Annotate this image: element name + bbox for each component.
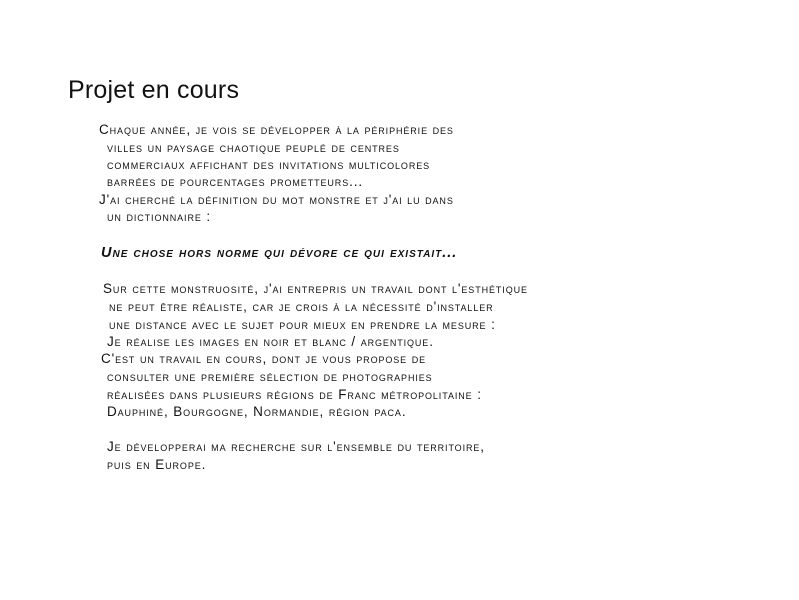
paragraph2-line-2: ne peut être réaliste, car je crois à la nécessité d'installer bbox=[109, 299, 494, 314]
paragraph2-line-7: réalisées dans plusieurs régions de Franc métropolitaine : bbox=[107, 387, 482, 402]
paragraph3-line-2: puis en Europe. bbox=[107, 457, 207, 472]
paragraph1-line-1: Chaque année, je vois se développer à la périphérie des bbox=[99, 122, 454, 137]
paragraph1-line-2: villes un paysage chaotique peuplé de centres bbox=[107, 140, 400, 155]
paragraph1-line-5: J'ai cherché la définition du mot monstre et j'ai lu dans bbox=[99, 192, 454, 207]
paragraph1-line-6: un dictionnaire : bbox=[107, 209, 212, 224]
paragraph2-line-8: Dauphiné, Bourgogne, Normandie, région paca. bbox=[107, 404, 407, 419]
paragraph1-line-4: barrées de pourcentages prometteurs... bbox=[107, 174, 364, 189]
paragraph2-line-4: Je réalise les images en noir et blanc / argentique. bbox=[107, 334, 434, 349]
paragraph1-line-3: commerciaux affichant des invitations multicolores bbox=[107, 157, 431, 172]
paragraph2-line-5: C'est un travail en cours, dont je vous propose de bbox=[101, 351, 427, 366]
definition-quote: Une chose hors norme qui dévore ce qui existait... bbox=[101, 245, 458, 261]
paragraph2-line-1: Sur cette monstruosité, j'ai entrepris un travail dont l'esthétique bbox=[103, 281, 528, 296]
paragraph3-line-1: Je développerai ma recherche sur l'ensemble du territoire, bbox=[107, 439, 485, 454]
paragraph2-line-3: une distance avec le sujet pour mieux en prendre la mesure : bbox=[109, 317, 496, 332]
paragraph2-line-6: consulter une première sélection de photographies bbox=[107, 369, 433, 384]
slide-title: Projet en cours bbox=[68, 76, 240, 104]
